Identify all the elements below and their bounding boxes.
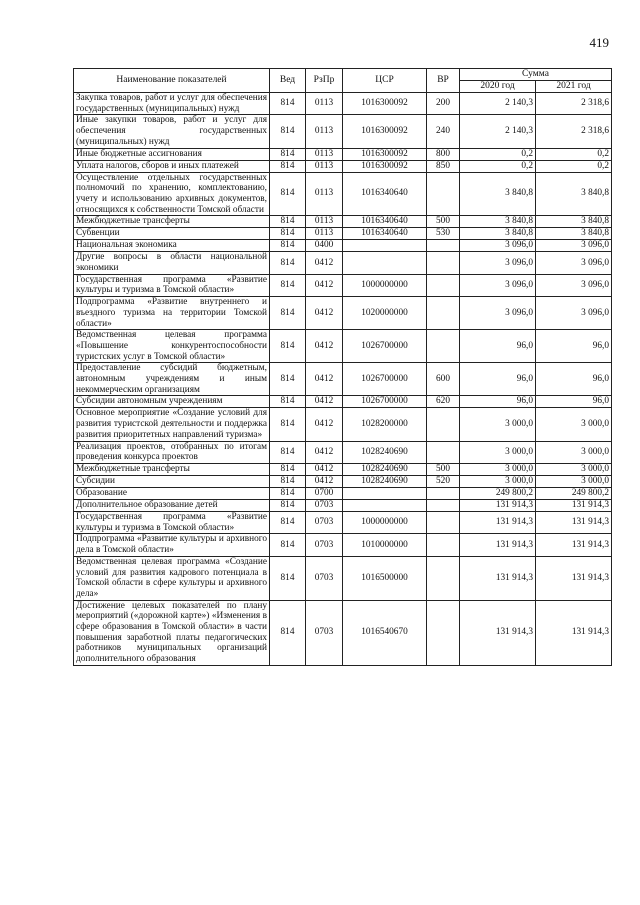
cell-sum-2021: 131 914,3 — [536, 511, 612, 533]
cell-sum-2021: 3 840,8 — [536, 216, 612, 228]
cell-name: Субвенции — [74, 228, 270, 240]
cell-sum-2021: 131 914,3 — [536, 556, 612, 600]
cell-csr — [343, 240, 427, 252]
cell-sum-2020: 249 800,2 — [460, 487, 536, 499]
cell-sum-2020: 0,2 — [460, 148, 536, 160]
cell-name: Иные закупки товаров, работ и услуг для обеспечения государственных (муниципальных) нужд — [74, 115, 270, 148]
cell-sum-2021: 131 914,3 — [536, 600, 612, 665]
cell-rzpr: 0703 — [306, 556, 343, 600]
header-year-2021: 2021 год — [536, 81, 612, 93]
cell-csr: 1028240690 — [343, 463, 427, 475]
cell-ved: 814 — [270, 252, 306, 274]
table-row — [74, 408, 612, 441]
cell-rzpr: 0412 — [306, 252, 343, 274]
cell-sum-2021: 96,0 — [536, 330, 612, 363]
cell-sum-2020: 3 000,0 — [460, 463, 536, 475]
cell-sum-2020: 3 000,0 — [460, 441, 536, 463]
cell-sum-2021: 96,0 — [536, 363, 612, 396]
header-rzpr: РзПр — [306, 69, 343, 93]
header-name: Наименование показателей — [74, 69, 270, 93]
cell-sum-2021: 3 096,0 — [536, 274, 612, 296]
cell-ved: 814 — [270, 216, 306, 228]
cell-csr: 1026700000 — [343, 330, 427, 363]
table-row — [74, 330, 612, 363]
cell-ved: 814 — [270, 556, 306, 600]
cell-rzpr: 0703 — [306, 600, 343, 665]
table-row — [74, 534, 612, 556]
cell-rzpr: 0412 — [306, 274, 343, 296]
cell-ved: 814 — [270, 363, 306, 396]
header-ved: Вед — [270, 69, 306, 93]
cell-vr — [427, 297, 460, 330]
cell-ved: 814 — [270, 534, 306, 556]
cell-csr: 1000000000 — [343, 511, 427, 533]
cell-rzpr: 0412 — [306, 408, 343, 441]
table-row — [74, 499, 612, 511]
cell-sum-2020: 3 096,0 — [460, 297, 536, 330]
cell-name: Ведомственная целевая программа «Повышение конкурентоспособности туристских услуг в Томской области» — [74, 330, 270, 363]
header-sum: Сумма — [460, 69, 612, 81]
cell-sum-2021: 249 800,2 — [536, 487, 612, 499]
cell-sum-2021: 3 000,0 — [536, 441, 612, 463]
cell-ved: 814 — [270, 228, 306, 240]
cell-ved: 814 — [270, 511, 306, 533]
cell-rzpr: 0412 — [306, 330, 343, 363]
table-body — [74, 93, 612, 666]
cell-vr: 800 — [427, 148, 460, 160]
cell-csr: 1028240690 — [343, 441, 427, 463]
cell-csr: 1016300092 — [343, 115, 427, 148]
cell-name: Национальная экономика — [74, 240, 270, 252]
cell-csr: 1016540670 — [343, 600, 427, 665]
table-row — [74, 297, 612, 330]
cell-name: Межбюджетные трансферты — [74, 463, 270, 475]
cell-rzpr: 0113 — [306, 216, 343, 228]
cell-sum-2020: 3 000,0 — [460, 408, 536, 441]
cell-name: Предоставление субсидий бюджетным, автономным учреждениям и иным некоммерческим организациям — [74, 363, 270, 396]
cell-csr: 1000000000 — [343, 274, 427, 296]
cell-csr: 1010000000 — [343, 534, 427, 556]
table-row — [74, 475, 612, 487]
cell-ved: 814 — [270, 274, 306, 296]
cell-ved: 814 — [270, 330, 306, 363]
cell-sum-2020: 131 914,3 — [460, 499, 536, 511]
cell-rzpr: 0113 — [306, 228, 343, 240]
cell-vr: 200 — [427, 93, 460, 115]
cell-ved: 814 — [270, 487, 306, 499]
cell-ved: 814 — [270, 115, 306, 148]
cell-name: Уплата налогов, сборов и иных платежей — [74, 160, 270, 172]
cell-rzpr: 0412 — [306, 441, 343, 463]
cell-sum-2020: 131 914,3 — [460, 556, 536, 600]
cell-vr: 520 — [427, 475, 460, 487]
cell-csr — [343, 487, 427, 499]
cell-rzpr: 0412 — [306, 363, 343, 396]
cell-vr: 850 — [427, 160, 460, 172]
cell-vr — [427, 600, 460, 665]
cell-vr — [427, 252, 460, 274]
cell-rzpr: 0400 — [306, 240, 343, 252]
cell-ved: 814 — [270, 408, 306, 441]
header-vr: ВР — [427, 69, 460, 93]
cell-rzpr: 0412 — [306, 463, 343, 475]
cell-vr — [427, 274, 460, 296]
cell-vr: 620 — [427, 396, 460, 408]
cell-sum-2020: 131 914,3 — [460, 511, 536, 533]
cell-vr — [427, 499, 460, 511]
cell-sum-2021: 0,2 — [536, 148, 612, 160]
cell-ved: 814 — [270, 297, 306, 330]
cell-sum-2020: 96,0 — [460, 330, 536, 363]
table-row — [74, 556, 612, 600]
cell-sum-2020: 2 140,3 — [460, 115, 536, 148]
cell-csr: 1028200000 — [343, 408, 427, 441]
table-row — [74, 172, 612, 216]
cell-sum-2020: 3 840,8 — [460, 228, 536, 240]
cell-ved: 814 — [270, 441, 306, 463]
cell-vr — [427, 240, 460, 252]
table-row — [74, 441, 612, 463]
cell-sum-2020: 131 914,3 — [460, 534, 536, 556]
cell-name: Закупка товаров, работ и услуг для обеспечения государственных (муниципальных) нужд — [74, 93, 270, 115]
table-row — [74, 396, 612, 408]
cell-rzpr: 0113 — [306, 148, 343, 160]
cell-sum-2020: 3 840,8 — [460, 172, 536, 216]
cell-ved: 814 — [270, 600, 306, 665]
table-row — [74, 228, 612, 240]
cell-sum-2021: 131 914,3 — [536, 499, 612, 511]
table-row — [74, 115, 612, 148]
cell-sum-2020: 96,0 — [460, 363, 536, 396]
cell-sum-2020: 3 000,0 — [460, 475, 536, 487]
cell-csr: 1016500000 — [343, 556, 427, 600]
cell-rzpr: 0412 — [306, 396, 343, 408]
cell-name: Образование — [74, 487, 270, 499]
cell-sum-2020: 3 096,0 — [460, 274, 536, 296]
header-year-2020: 2020 год — [460, 81, 536, 93]
cell-rzpr: 0703 — [306, 534, 343, 556]
cell-vr — [427, 534, 460, 556]
cell-csr: 1016340640 — [343, 172, 427, 216]
cell-vr: 600 — [427, 363, 460, 396]
cell-name: Подпрограмма «Развитие культуры и архивного дела в Томской области» — [74, 534, 270, 556]
cell-rzpr: 0700 — [306, 487, 343, 499]
cell-rzpr: 0113 — [306, 93, 343, 115]
cell-sum-2021: 3 000,0 — [536, 475, 612, 487]
cell-sum-2020: 3 096,0 — [460, 252, 536, 274]
table-row — [74, 160, 612, 172]
cell-vr — [427, 408, 460, 441]
cell-ved: 814 — [270, 463, 306, 475]
cell-ved: 814 — [270, 148, 306, 160]
cell-vr — [427, 172, 460, 216]
cell-rzpr: 0113 — [306, 115, 343, 148]
cell-vr — [427, 441, 460, 463]
cell-name: Дополнительное образование детей — [74, 499, 270, 511]
table-row — [74, 463, 612, 475]
table-row — [74, 274, 612, 296]
cell-csr: 1026700000 — [343, 363, 427, 396]
cell-rzpr: 0412 — [306, 297, 343, 330]
table-row — [74, 240, 612, 252]
cell-sum-2020: 2 140,3 — [460, 93, 536, 115]
cell-rzpr: 0703 — [306, 511, 343, 533]
cell-rzpr: 0113 — [306, 172, 343, 216]
cell-csr: 1016300092 — [343, 93, 427, 115]
cell-vr — [427, 487, 460, 499]
cell-ved: 814 — [270, 396, 306, 408]
cell-sum-2021: 0,2 — [536, 160, 612, 172]
table-row — [74, 252, 612, 274]
cell-csr — [343, 252, 427, 274]
cell-sum-2021: 2 318,6 — [536, 93, 612, 115]
cell-name: Реализация проектов, отобранных по итогам проведения конкурса проектов — [74, 441, 270, 463]
cell-rzpr: 0703 — [306, 499, 343, 511]
cell-name: Государственная программа «Развитие культуры и туризма в Томской области» — [74, 274, 270, 296]
cell-csr: 1016300092 — [343, 148, 427, 160]
cell-name: Основное мероприятие «Создание условий для развития туристской деятельности и поддержка развития приоритетных направлений туризма» — [74, 408, 270, 441]
cell-ved: 814 — [270, 499, 306, 511]
cell-vr: 500 — [427, 216, 460, 228]
table-row — [74, 363, 612, 396]
cell-sum-2020: 0,2 — [460, 160, 536, 172]
table-row — [74, 511, 612, 533]
cell-sum-2021: 3 096,0 — [536, 252, 612, 274]
cell-csr — [343, 499, 427, 511]
table-row — [74, 487, 612, 499]
cell-csr: 1016340640 — [343, 228, 427, 240]
cell-sum-2021: 2 318,6 — [536, 115, 612, 148]
cell-rzpr: 0412 — [306, 475, 343, 487]
cell-vr — [427, 511, 460, 533]
cell-name: Межбюджетные трансферты — [74, 216, 270, 228]
cell-vr — [427, 556, 460, 600]
cell-name: Ведомственная целевая программа «Создание условий для развития кадрового потенциала в Томской области в сфере культуры и архивного дела» — [74, 556, 270, 600]
table-row — [74, 93, 612, 115]
cell-vr: 240 — [427, 115, 460, 148]
cell-csr: 1016300092 — [343, 160, 427, 172]
cell-name: Осуществление отдельных государственных полномочий по хранению, комплектованию, учету и использованию архивных документов, относящихся к собственности Томской области — [74, 172, 270, 216]
cell-sum-2020: 96,0 — [460, 396, 536, 408]
cell-name: Субсидии — [74, 475, 270, 487]
cell-ved: 814 — [270, 172, 306, 216]
table-row — [74, 216, 612, 228]
cell-sum-2021: 3 096,0 — [536, 297, 612, 330]
cell-sum-2020: 3 840,8 — [460, 216, 536, 228]
cell-ved: 814 — [270, 93, 306, 115]
page-number: 419 — [589, 35, 609, 50]
budget-table — [73, 68, 612, 666]
cell-sum-2021: 131 914,3 — [536, 534, 612, 556]
cell-name: Достижение целевых показателей по плану мероприятий («дорожной карте») «Изменения в сфере образования в Томской области» в части повышения заработной платы педагогических работников муниципальных организаций дополнительного образования — [74, 600, 270, 665]
cell-name: Государственная программа «Развитие культуры и туризма в Томской области» — [74, 511, 270, 533]
cell-sum-2021: 3 840,8 — [536, 172, 612, 216]
cell-sum-2021: 3 840,8 — [536, 228, 612, 240]
cell-ved: 814 — [270, 475, 306, 487]
cell-rzpr: 0113 — [306, 160, 343, 172]
cell-vr — [427, 330, 460, 363]
cell-vr: 500 — [427, 463, 460, 475]
cell-sum-2021: 96,0 — [536, 396, 612, 408]
cell-sum-2021: 3 096,0 — [536, 240, 612, 252]
cell-csr: 1028240690 — [343, 475, 427, 487]
cell-sum-2021: 3 000,0 — [536, 408, 612, 441]
cell-csr: 1016340640 — [343, 216, 427, 228]
table-row — [74, 600, 612, 665]
cell-vr: 530 — [427, 228, 460, 240]
cell-name: Иные бюджетные ассигнования — [74, 148, 270, 160]
cell-name: Подпрограмма «Развитие внутреннего и въездного туризма на территории Томской области» — [74, 297, 270, 330]
cell-ved: 814 — [270, 160, 306, 172]
table-row — [74, 148, 612, 160]
cell-sum-2021: 3 000,0 — [536, 463, 612, 475]
table-header — [74, 69, 612, 93]
cell-name: Другие вопросы в области национальной экономики — [74, 252, 270, 274]
header-csr: ЦСР — [343, 69, 427, 93]
cell-ved: 814 — [270, 240, 306, 252]
cell-sum-2020: 131 914,3 — [460, 600, 536, 665]
cell-sum-2020: 3 096,0 — [460, 240, 536, 252]
cell-csr: 1020000000 — [343, 297, 427, 330]
cell-name: Субсидии автономным учреждениям — [74, 396, 270, 408]
cell-csr: 1026700000 — [343, 396, 427, 408]
